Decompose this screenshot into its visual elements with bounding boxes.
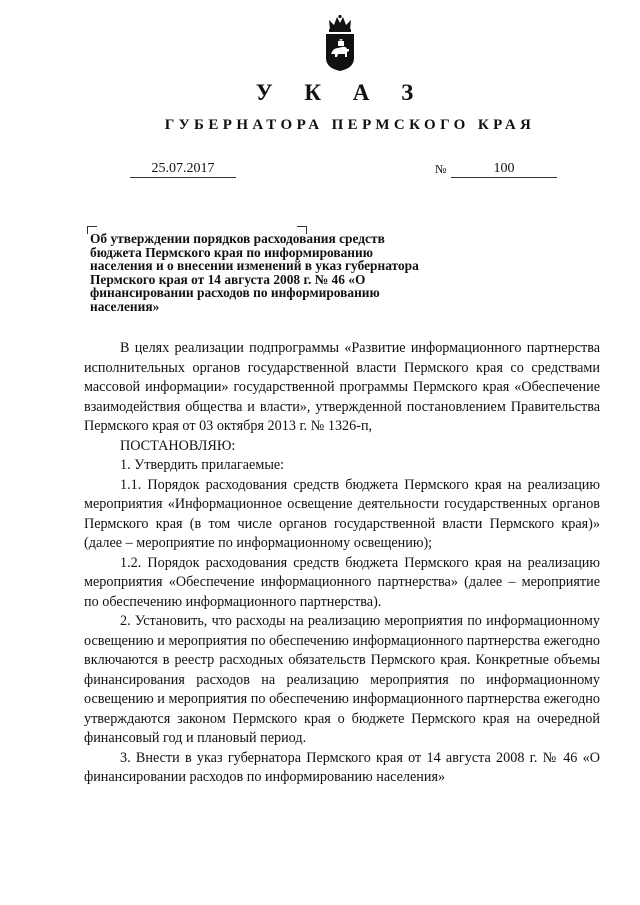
paragraph-item-1-2: 1.2. Порядок расходования средств бюджета Пермского края на реализацию мероприятия «Обеспечение информационного партнерства» (далее – мероприятие по обеспечению информационного партнерства). [84,554,600,610]
document-number: 100 [451,160,557,178]
document-heading: Об утверждении порядков расходования средств бюджета Пермского края по информированию населения и о внесении изменений в указ губернатора Пермского края от 14 августа 2008 г. № 46 «О финансировании расходов по информированию населения» [90,231,419,314]
paragraph-preamble: В целях реализации подпрограммы «Развитие информационного партнерства исполнительных органов государственной власти Пермского края со средствами массовой информации» государственной программы Пермского края «Обеспечение взаимодействия общества и власти», утвержденной постановлением Правительства Пермского края от 03 октября 2013 г. № 1326-п, [84,340,600,434]
number-sign: № [435,162,447,176]
document-date: 25.07.2017 [130,160,236,178]
document-type-title: У К А З [255,80,427,105]
paragraph-item-1: 1. Утвердить прилагаемые: [120,457,285,473]
perm-krai-coat-of-arms-icon [324,14,356,72]
document-body [84,339,600,788]
paragraph-item-1-1: 1.1. Порядок расходования средств бюджета Пермского края на реализацию мероприятия «Информационное освещение деятельности государственных органов Пермского края (в том числе органов государственной власти Пермского края)» (далее – мероприятие по информационному освещению); [84,476,600,551]
issuer-title: ГУБЕРНАТОРА ПЕРМСКОГО КРАЯ [164,117,536,133]
paragraph-item-3: 3. Внести в указ губернатора Пермского края от 14 августа 2008 г. № 46 «О финансировании расходов по информированию населения» [84,749,600,785]
paragraph-item-2: 2. Установить, что расходы на реализацию мероприятия по информационному освещению и мероприятия по обеспечению информационного партнерства ежегодно включаются в реестр расходных обязательств Пермского края. Конкретные объемы финансирования расходов на реализацию мероприятия по информационному освещению и мероприятия по обеспечению информационного партнерства ежегодно утверждаются законом Пермского края о бюджете Пермского края на очередной финансовый год и плановый период. [84,613,600,746]
paragraph-decree: ПОСТАНОВЛЯЮ: [120,437,236,454]
